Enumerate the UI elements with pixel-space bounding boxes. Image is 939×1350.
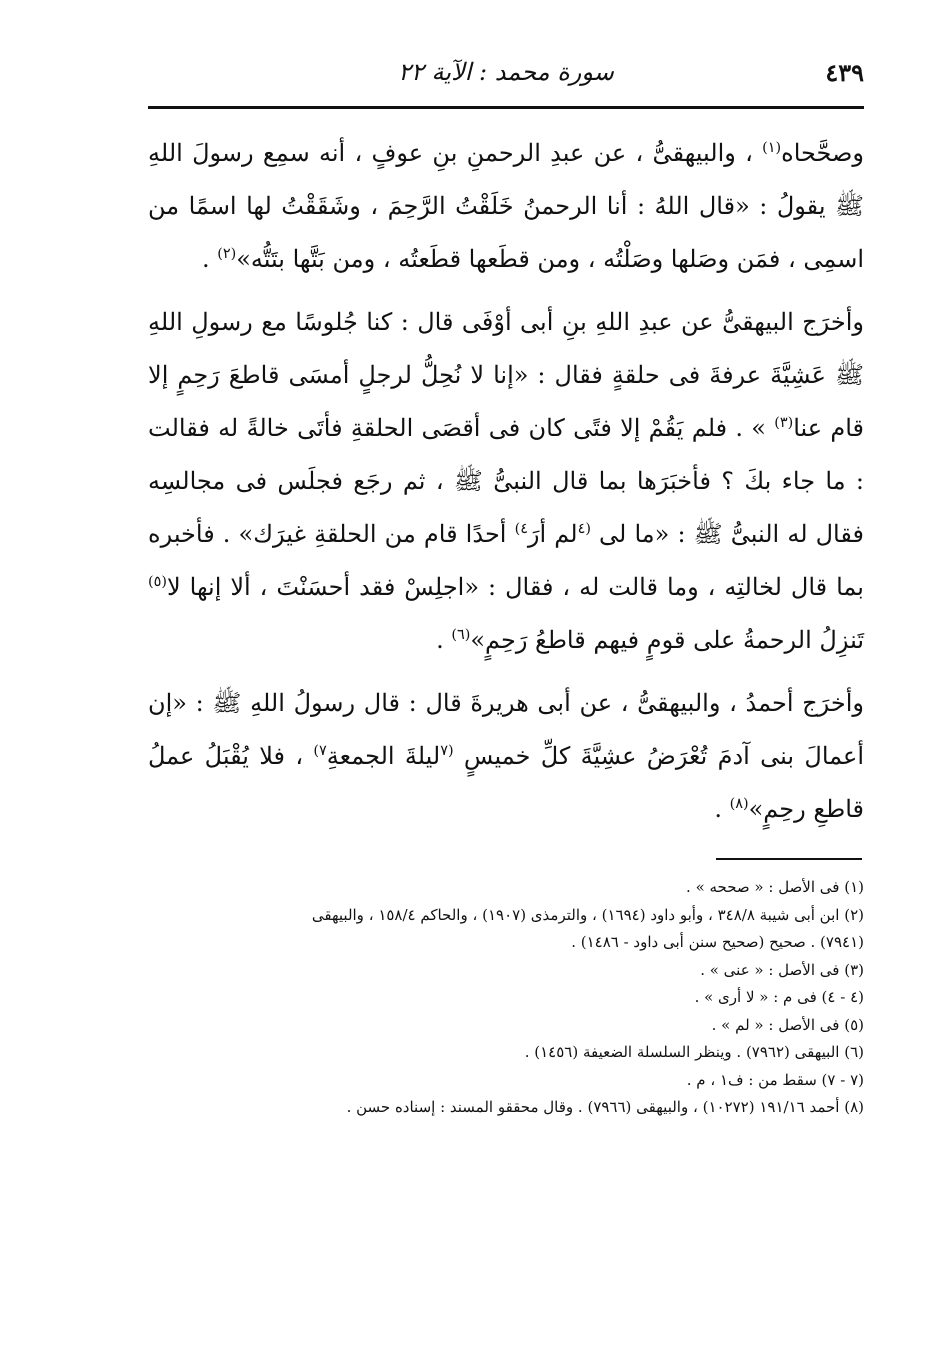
footnote-ref-7-open: (٧ — [440, 743, 454, 759]
text-run: أحدًا قام من الحلقةِ غيرَك» . فأخبره بما قال لخالتِه ، وما قالت له ، فقال : «اجلِسْ فقد أحسَنْتَ ، ألا إنها لا — [148, 520, 864, 601]
footnote-ref-8: (٨) — [729, 796, 749, 812]
text-run: ليلةَ الجمعةِ — [326, 742, 441, 770]
footnote-8: (٨) أحمد ١٩١/١٦ (١٠٢٧٢) ، والبيهقى (٧٩٦٦) . وقال محققو المسند : إسناده حسن . — [346, 1098, 864, 1116]
footnote-5: (٥) فى الأصل : « لم » . — [711, 1015, 864, 1034]
text-run: وصحَّحاه — [781, 139, 864, 167]
footnote-ref-4-open: (٤ — [577, 521, 591, 537]
footnote-ref-3: (٣) — [774, 415, 794, 431]
text-run: ، والبيهقىُّ ، عن عبدِ الرحمنِ بنِ عوفٍ ، أنه سمِع رسولَ اللهِ ﷺ يقولُ : «قال اللهُ : أنا الرحمنُ خَلَقْتُ الرَّحِمَ ، وشَقَقْتُ لها اسمًا من اسمِى ، فمَن وصَلها وصَلْتُه ، ومن قطَعها قطَعتُه ، ومن بَتَّها بتَتُّه» — [148, 139, 864, 273]
text-run: لم أرَ — [527, 520, 578, 548]
footnote-3: (٣) فى الأصل : « عنى » . — [700, 960, 864, 979]
body-paragraph-2 — [148, 296, 864, 667]
text-run: . — [436, 626, 452, 654]
text-run: » . فلم يَقُمْ إلا فتًى كان فى أقصَى الحلقةِ فأتَى خالةً له فقالت : ما جاء بكَ ؟ فأخبَرَها بما قال النبىُّ ﷺ ، ثم رجَع فجلَس فى مجالسِه فقال له النبىُّ ﷺ : «ما لى — [148, 414, 864, 548]
text-run: ، فلا يُقْبَلُ عملُ قاطعِ رحِمٍ» — [148, 742, 864, 823]
footnote-ref-5: (٥) — [148, 574, 167, 590]
running-header — [148, 48, 864, 106]
footnote-4: (٤ - ٤) فى م : « لا أرى » . — [694, 988, 864, 1006]
text-run: تَنزِلُ الرحمةُ على قومٍ فيهم قاطعُ رَحِمٍ» — [470, 626, 864, 654]
footnote-2: (٢) ابن أبى شيبة ٣٤٨/٨ ، وأبو داود (١٦٩٤) ، والترمذى (١٩٠٧) ، والحاكم ١٥٨/٤ ، والبيهقى — [311, 905, 864, 924]
footnote-ref-6: (٦) — [451, 627, 471, 643]
footnote-ref-4-close: ٤) — [514, 521, 528, 537]
footnote-separator — [716, 858, 862, 860]
book-page — [148, 48, 864, 1122]
footnote-2-continued: (٧٩٤١) . صحيح (صحيح سنن أبى داود - ١٤٨٦) . — [571, 933, 864, 951]
footnote-ref-7-close: ٧) — [313, 743, 327, 759]
text-run: . — [201, 245, 218, 273]
header-rule — [148, 106, 864, 109]
text-run: . — [714, 795, 730, 823]
running-title: سورة محمد : الآية ٢٢ — [398, 58, 614, 86]
footnote-7: (٧ - ٧) سقط من : ف١ ، م . — [686, 1070, 864, 1089]
text-run: وأخرَج أحمدُ ، والبيهقىُّ ، عن أبى هريرةَ قال : قال رسولُ اللهِ ﷺ : «إن أعمالَ بنى آدمَ تُعْرَضُ عشِيَّةَ كلِّ خميسٍ — [148, 689, 864, 770]
footnote-ref-2: (٢) — [217, 246, 237, 262]
footnote-1: (١) فى الأصل : « صححه » . — [686, 878, 864, 896]
footnote-ref-1: (١) — [762, 140, 782, 156]
page-number: ٤٣٩ — [825, 58, 864, 87]
text-run: وأخرَج البيهقىُّ عن عبدِ اللهِ بنِ أبى أوْفَى قال : كنا جُلوسًا مع رسولِ اللهِ ﷺ عَشِيَّةَ عرفةَ فى حلقةٍ فقال : «إنا لا نُحِلُّ لرجلٍ أمسَى قاطعَ رَحِمٍ إلا قام عنا — [148, 308, 864, 442]
footnotes — [148, 874, 864, 1122]
body-paragraph-1 — [148, 127, 864, 286]
footnote-6: (٦) البيهقى (٧٩٦٢) . وينظر السلسلة الضعيفة (١٤٥٦) . — [524, 1043, 864, 1061]
body-paragraph-3 — [148, 677, 864, 836]
